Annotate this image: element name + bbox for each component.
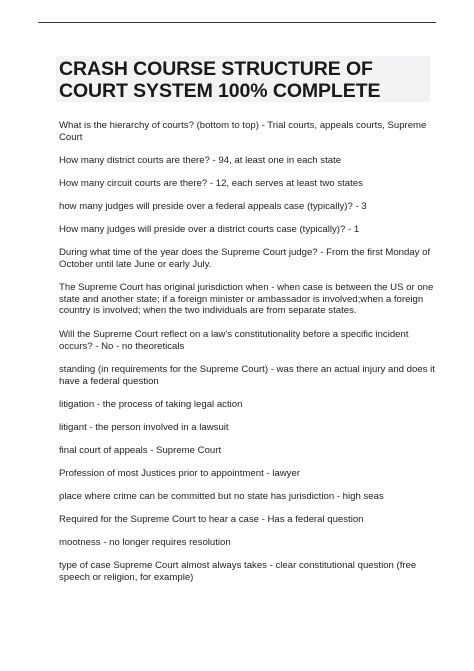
qa-entry: type of case Supreme Court almost always takes - clear constitutional question (free speech or religion, for example) (59, 560, 417, 583)
qa-entry: standing (in requirements for the Supreme Court) - was there an actual injury and does it have a federal question (59, 364, 435, 387)
qa-entry: Will the Supreme Court reflect on a law's constitutionality before a specific incident occurs? - No - no theoreticals (59, 329, 409, 352)
document-title-line-2: COURT SYSTEM 100% COMPLETE (59, 80, 381, 102)
qa-entry: How many district courts are there? - 94, at least one in each state (59, 155, 342, 166)
qa-entry: How many judges will preside over a district courts case (typically)? - 1 (59, 224, 360, 235)
qa-entry: how many judges will preside over a federal appeals case (typically)? - 3 (59, 201, 367, 212)
qa-entry: How many circuit courts are there? - 12, each serves at least two states (59, 178, 363, 189)
qa-entry: mootness - no longer requires resolution (59, 537, 231, 548)
qa-entry: final court of appeals - Supreme Court (59, 445, 222, 456)
qa-entry: litigation - the process of taking legal action (59, 399, 243, 410)
qa-entry: litigant - the person involved in a lawsuit (59, 422, 229, 433)
qa-entry: The Supreme Court has original jurisdiction when - when case is between the US or one state and another state; if a foreign minister or ambassador is involved;when a foreign country is involved; when the two individuals are from separate states. (59, 282, 434, 317)
qa-entry: During what time of the year does the Supreme Court judge? - From the first Monday of October until late June or early July. (59, 247, 431, 270)
qa-entry: Profession of most Justices prior to appointment - lawyer (59, 468, 301, 479)
qa-entry: Required for the Supreme Court to hear a case - Has a federal question (59, 514, 364, 525)
qa-entry: place where crime can be committed but no state has jurisdiction - high seas (59, 491, 384, 502)
document-title-line-1: CRASH COURSE STRUCTURE OF (59, 58, 373, 80)
qa-entry: What is the hierarchy of courts? (bottom to top) - Trial courts, appeals courts, Supreme Court (59, 120, 427, 143)
header-rule (38, 22, 436, 23)
